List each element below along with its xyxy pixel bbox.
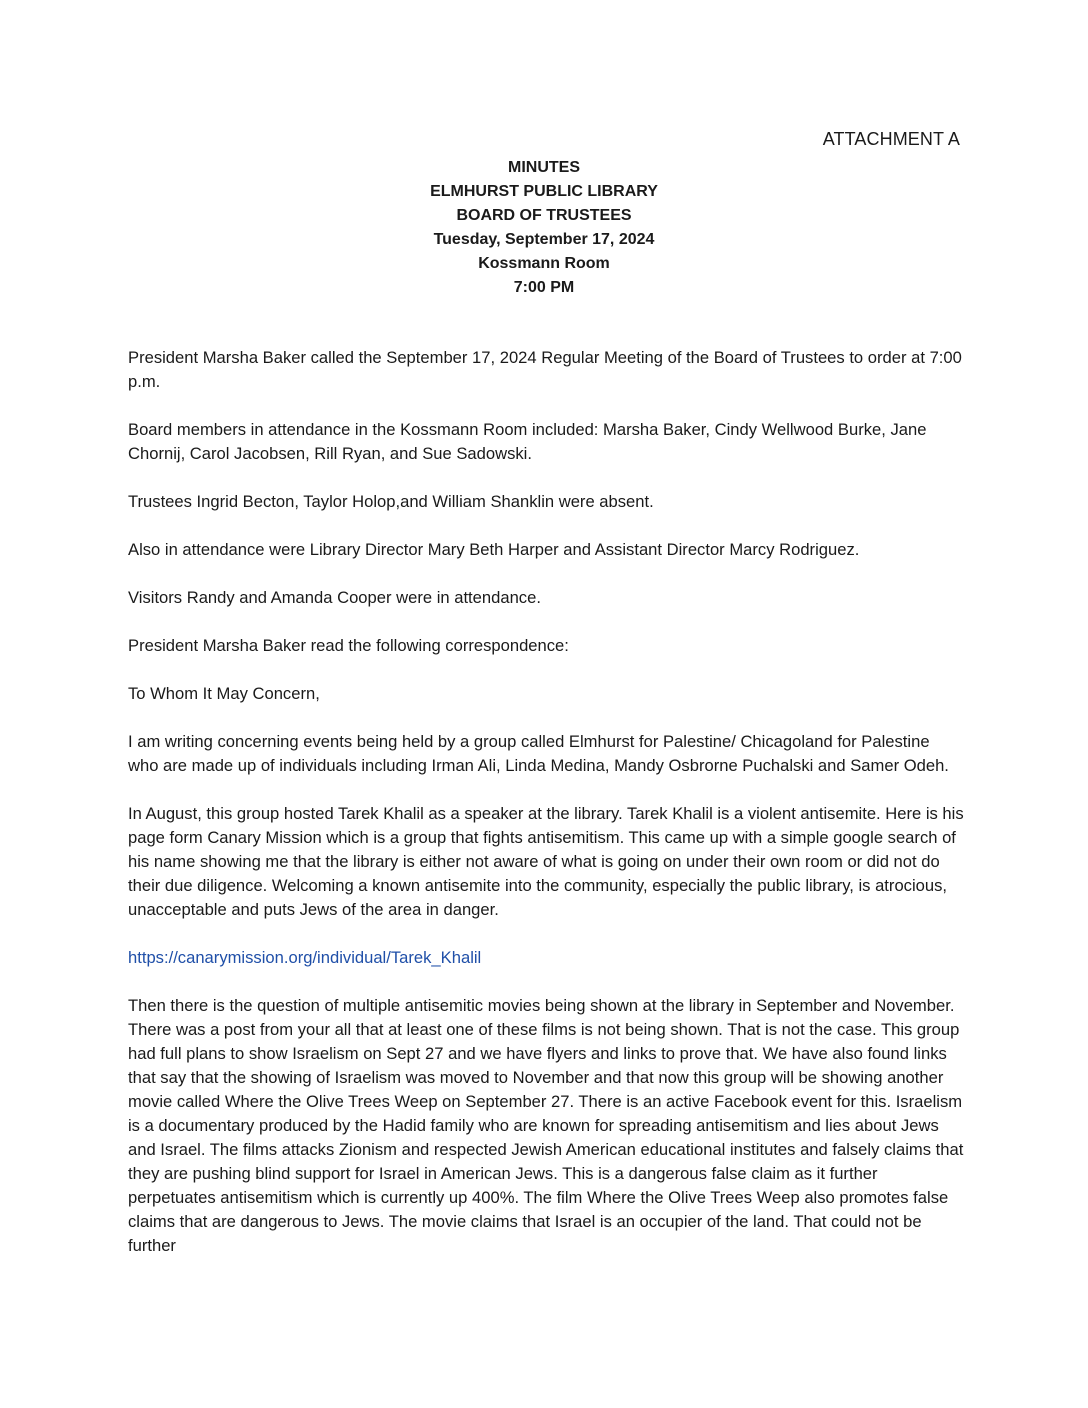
minutes-header — [0, 156, 1088, 300]
correspondence-intro-paragraph: President Marsha Baker read the following correspondence: — [128, 636, 569, 655]
letter-paragraph-2: In August, this group hosted Tarek Khalil as a speaker at the library. Tarek Khalil is a violent antisemite. Here is his page form Canary Mission which is a group that fights antisemitism. This came up with a simple google search of his name showing me that the library is either not aware of what is going on under their own room or did not do their due diligence. Welcoming a known antisemite into the community, especially the public library, is atrocious, unacceptable and puts Jews of the area in danger. — [128, 804, 964, 919]
attendance-paragraph: Board members in attendance in the Kossmann Room included: Marsha Baker, Cindy Wellwood Burke, Jane Chornij, Carol Jacobsen, Rill Ryan, and Sue Sadowski. — [128, 420, 927, 463]
header-location: Kossmann Room — [478, 255, 610, 272]
absent-paragraph: Trustees Ingrid Becton, Taylor Holop,and William Shanklin were absent. — [128, 492, 654, 511]
letter-paragraph-1: I am writing concerning events being held by a group called Elmhurst for Palestine/ Chicagoland for Palestine who are made up of individuals including Irman Ali, Linda Medina, Mandy Osbrorne Puchalski and Samer Odeh. — [128, 732, 949, 775]
letter-salutation: To Whom It May Concern, — [128, 684, 320, 703]
attachment-label: ATTACHMENT A — [822, 129, 960, 149]
header-time: 7:00 PM — [513, 279, 575, 296]
visitors-paragraph: Visitors Randy and Amanda Cooper were in attendance. — [128, 588, 541, 607]
call-to-order-paragraph: President Marsha Baker called the September 17, 2024 Regular Meeting of the Board of Trustees to order at 7:00 p.m. — [128, 348, 962, 391]
minutes-body — [128, 346, 964, 1282]
staff-attendance-paragraph: Also in attendance were Library Director Mary Beth Harper and Assistant Director Marcy Rodriguez. — [128, 540, 860, 559]
header-organization: ELMHURST PUBLIC LIBRARY — [430, 183, 658, 200]
letter-paragraph-3: Then there is the question of multiple antisemitic movies being shown at the library in September and November. There was a post from your all that at least one of these films is not being shown. That is not the case. This group had full plans to show Israelism on Sept 27 and we have flyers and links to prove that. We have also found links that say that the showing of Israelism was moved to November and that now this group will be showing another movie called Where the Olive Trees Weep on September 27. There is an active Facebook event for this. Israelism is a documentary produced by the Hadid family who are known for spreading antisemitism and lies about Jews and Israel. The films attacks Zionism and respected Jewish American educational institutes and falsely claims that they are pushing blind support for Israel in American Jews. This is a dangerous false claim as it further perpetuates antisemitism which is currently up 400%. The film Where the Olive Trees Weep also promotes false claims that are dangerous to Jews. The movie claims that Israel is an occupier of the land. That could not be further — [128, 996, 964, 1255]
canary-mission-link[interactable]: https://canarymission.org/individual/Tarek_Khalil — [128, 948, 482, 967]
header-board: BOARD OF TRUSTEES — [456, 207, 632, 224]
header-title: MINUTES — [508, 159, 580, 176]
header-date: Tuesday, September 17, 2024 — [433, 231, 655, 248]
